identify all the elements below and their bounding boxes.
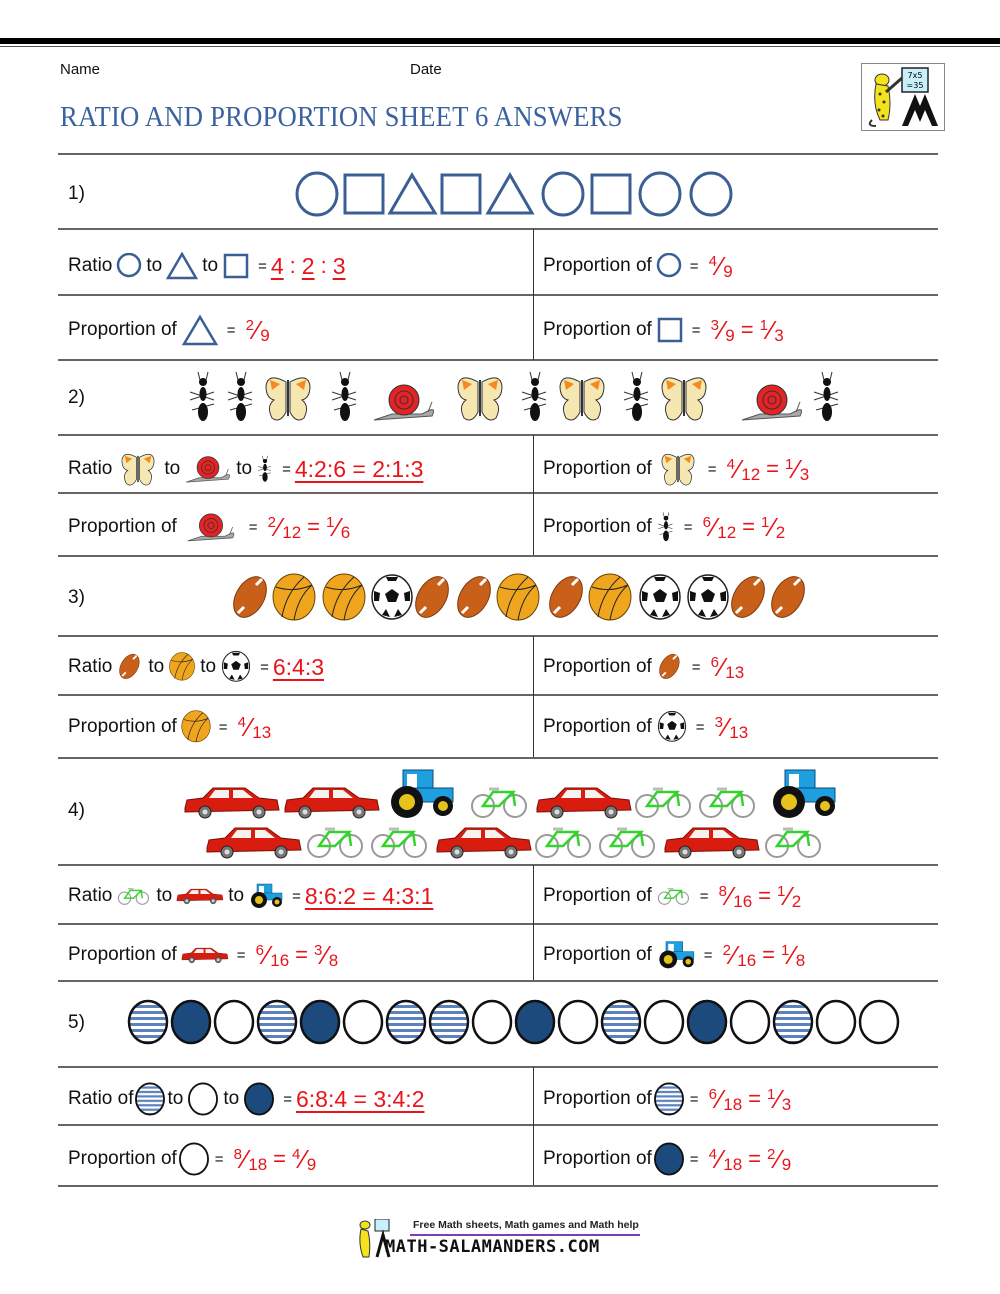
proportion-answer: $^8$ ⁄ $_{16}$ = $^1$ ⁄ $_2$ [718,880,802,911]
ant-icon [332,372,356,421]
white-circle-icon [817,1001,855,1043]
square-icon [442,175,480,213]
ratio-row: Ratio to to = 4 : 2 : 3 [68,252,346,279]
circle-icon [640,173,680,215]
bike-icon [536,829,590,857]
square-icon [656,317,684,343]
column-divider [533,1067,534,1185]
tractor-icon [773,770,835,818]
dark-circle-icon [652,1142,686,1176]
circle-icon [691,173,731,215]
proportion-row: Proportion of = $^8$ ⁄ $_{16}$ = $^1$ ⁄ $_2$ [543,880,802,911]
ant-icon [814,372,838,421]
proportion-answer: $^2$ ⁄ $_{16}$ = $^1$ ⁄ $_8$ [722,939,806,970]
striped-circle-icon [258,1001,296,1043]
bike-icon [700,789,754,817]
ratio-answer-part: 2 [301,252,315,279]
divider [58,1066,938,1068]
ant-icon [190,372,214,421]
white-circle-icon [860,1001,898,1043]
circle-icon [297,173,337,215]
vehicle-sequence [183,766,855,860]
bike-icon [636,789,690,817]
butterfly-icon [116,450,160,488]
proportion-row: Proportion of = $^2$ ⁄ $_9$ [68,314,270,345]
basketball-icon [168,652,196,682]
proportion-answer: $^6$ ⁄ $_{13}$ [710,651,745,682]
striped-circle-icon [129,1001,167,1043]
proportion-answer: $^8$ ⁄ $_{18}$ = $^4$ ⁄ $_9$ [233,1143,317,1174]
ratio-row: Ratio to to = 8:6:2 = 4:3:1 [68,874,433,918]
ratio-answer: 4:2:6 = 2:1:3 [294,455,424,482]
striped-circle-icon [602,1001,640,1043]
triangle-icon [181,314,219,346]
svg-text:=35: =35 [906,81,924,90]
column-divider [533,435,534,555]
ant-icon [228,372,252,421]
proportion-row: Proportion of = $^2$ ⁄ $_{16}$ = $^1$ ⁄ $_8$ [543,939,806,970]
divider [58,294,938,296]
square-icon [222,253,250,279]
ratio-answer: 6:4:3 [272,653,324,680]
svg-text:7x5: 7x5 [907,71,923,80]
white-circle-icon [187,1082,219,1116]
butterfly-icon [662,378,706,420]
white-circle-icon [215,1001,253,1043]
car-icon [207,828,301,858]
circle-sequence [127,999,907,1045]
striped-circle-icon [387,1001,425,1043]
car-icon [176,886,224,906]
dark-circle-icon [172,1001,210,1043]
car-icon [285,788,379,818]
soccer-ball-icon [656,710,688,744]
striped-circle-icon [133,1082,167,1116]
white-circle-icon [645,1001,683,1043]
divider [58,923,938,925]
bike-icon [308,829,362,857]
shape-sequence [295,171,740,217]
bike-icon [600,829,654,857]
proportion-row: Proportion of = $^8$ ⁄ $_{18}$ = $^4$ ⁄ $_9$ [68,1143,317,1174]
bike-icon [766,829,820,857]
bike-icon [472,789,526,817]
striped-circle-icon [774,1001,812,1043]
proportion-row: Proportion of = $^6$ ⁄ $_{18}$ = $^1$ ⁄ $_3$ [543,1083,792,1114]
car-icon [537,788,631,818]
proportion-answer: $^2$ ⁄ $_{12}$ = $^1$ ⁄ $_6$ [267,511,351,542]
dark-circle-icon [688,1001,726,1043]
dark-circle-icon [516,1001,554,1043]
butterfly-icon [560,378,604,420]
top-rule [0,38,1000,44]
proportion-row: Proportion of = $^4$ ⁄ $_{12}$ = $^1$ ⁄ $_3$ [543,444,809,494]
ant-icon [256,454,274,484]
ant-icon [656,510,676,544]
proportion-answer: $^3$ ⁄ $_{13}$ [714,711,749,742]
proportion-row: Proportion of = $^4$ ⁄ $_9$ [543,250,733,281]
salamander-logo-icon [861,63,945,131]
ratio-row: Ratio to to = 4:2:6 = 2:1:3 [68,444,423,494]
white-circle-icon [177,1142,211,1176]
footer-logo [355,1217,645,1267]
question-number: 4) [68,800,85,821]
tractor-icon [656,939,696,971]
proportion-row: Proportion of = $^6$ ⁄ $_{13}$ [543,651,745,682]
proportion-row: Proportion of = $^3$ ⁄ $_9$ = $^1$ ⁄ $_3$ [543,314,784,345]
bike-icon [116,886,152,906]
car-icon [665,828,759,858]
divider [58,359,938,361]
divider [58,694,938,696]
divider [58,228,938,230]
circle-icon [543,173,583,215]
football-icon [230,573,273,623]
proportion-answer: $^6$ ⁄ $_{16}$ = $^3$ ⁄ $_8$ [255,939,339,970]
white-circle-icon [559,1001,597,1043]
proportion-answer: $^2$ ⁄ $_9$ [245,314,270,345]
column-divider [533,865,534,980]
footer-underline [410,1234,640,1236]
car-icon [437,828,531,858]
proportion-answer: $^4$ ⁄ $_{18}$ = $^2$ ⁄ $_9$ [708,1143,792,1174]
snail-icon [181,510,241,544]
ratio-row: Ratio of to to = 6:8:4 = 3:4:2 [68,1075,425,1123]
dark-circle-icon [243,1082,275,1116]
soccer-ball-icon [372,575,412,619]
square-icon [592,175,630,213]
ball-sequence [230,573,810,623]
divider [58,757,938,759]
proportion-row: Proportion of = $^2$ ⁄ $_{12}$ = $^1$ ⁄ $_6$ [68,511,351,542]
proportion-answer: $^6$ ⁄ $_{12}$ = $^1$ ⁄ $_2$ [702,511,786,542]
white-circle-icon [473,1001,511,1043]
proportion-row: Proportion of = $^4$ ⁄ $_{18}$ = $^2$ ⁄ $_9$ [543,1143,792,1174]
car-icon [185,788,279,818]
footer-site: MATH-SALAMANDERS.COM [385,1237,600,1257]
white-circle-icon [731,1001,769,1043]
circle-icon [116,253,142,279]
tractor-icon [391,770,453,818]
basketball-icon [181,710,211,744]
football-icon [725,573,771,623]
page-title: RATIO AND PROPORTION SHEET 6 ANSWERS [60,101,623,133]
ant-icon [624,372,648,421]
proportion-answer: $^4$ ⁄ $_{13}$ [237,711,272,742]
divider [58,555,938,557]
insect-sequence [186,368,851,424]
football-icon [765,573,810,623]
football-icon [451,573,497,623]
basketball-icon [497,574,539,620]
proportion-row: Proportion of = $^6$ ⁄ $_{16}$ = $^3$ ⁄ $_8$ [68,939,339,970]
butterfly-icon [656,450,700,488]
divider [58,1185,938,1187]
name-label: Name [60,61,101,78]
date-label: Date [410,61,442,78]
ratio-answer-part: 3 [332,252,346,279]
basketball-icon [273,574,315,620]
snail-icon [184,453,232,485]
football-icon [116,652,144,682]
car-icon [181,945,229,965]
column-divider [533,229,534,360]
snail-icon [374,385,434,420]
proportion-answer: $^4$ ⁄ $_{12}$ = $^1$ ⁄ $_3$ [726,453,810,484]
triangle-icon [166,252,198,280]
proportion-answer: $^3$ ⁄ $_9$ = $^1$ ⁄ $_3$ [710,314,784,345]
striped-circle-icon [652,1082,686,1116]
soccer-ball-icon [688,575,728,619]
divider [58,153,938,155]
ratio-answer-part: 4 [270,252,284,279]
soccer-ball-icon [640,575,680,619]
ratio-answer: 6:8:4 = 3:4:2 [295,1085,425,1112]
footer-tagline: Free Math sheets, Math games and Math help [413,1219,639,1231]
proportion-row: Proportion of = $^4$ ⁄ $_{13}$ [68,711,272,742]
question-number: 3) [68,587,85,608]
top-rule-thin [0,46,1000,47]
divider [58,1124,938,1126]
basketball-icon [589,574,631,620]
divider [58,635,938,637]
football-icon [409,573,455,623]
proportion-answer: $^4$ ⁄ $_9$ [708,250,733,281]
ratio-row: Ratio to to = 6:4:3 [68,645,324,689]
proportion-row: Proportion of = $^6$ ⁄ $_{12}$ = $^1$ ⁄ $_2$ [543,511,786,542]
butterfly-icon [458,378,502,420]
proportion-row: Proportion of = $^3$ ⁄ $_{13}$ [543,711,749,742]
triangle-icon [390,175,435,213]
soccer-ball-icon [220,650,252,684]
question-number: 2) [68,387,85,408]
striped-circle-icon [430,1001,468,1043]
question-number: 1) [68,183,85,204]
snail-icon [742,385,802,420]
tractor-icon [248,881,284,911]
ratio-answer: 8:6:2 = 4:3:1 [304,882,434,909]
basketball-icon [323,574,365,620]
question-number: 5) [68,1012,85,1033]
football-icon [543,573,589,623]
butterfly-icon [266,378,310,420]
dark-circle-icon [301,1001,339,1043]
bike-icon [656,886,692,906]
football-icon [656,652,684,682]
column-divider [533,636,534,757]
triangle-icon [488,175,532,213]
bike-icon [372,829,426,857]
divider [58,434,938,436]
divider [58,980,938,982]
circle-icon [656,253,682,279]
divider [58,864,938,866]
ant-icon [522,372,546,421]
square-icon [345,175,383,213]
proportion-answer: $^6$ ⁄ $_{18}$ = $^1$ ⁄ $_3$ [708,1083,792,1114]
white-circle-icon [344,1001,382,1043]
